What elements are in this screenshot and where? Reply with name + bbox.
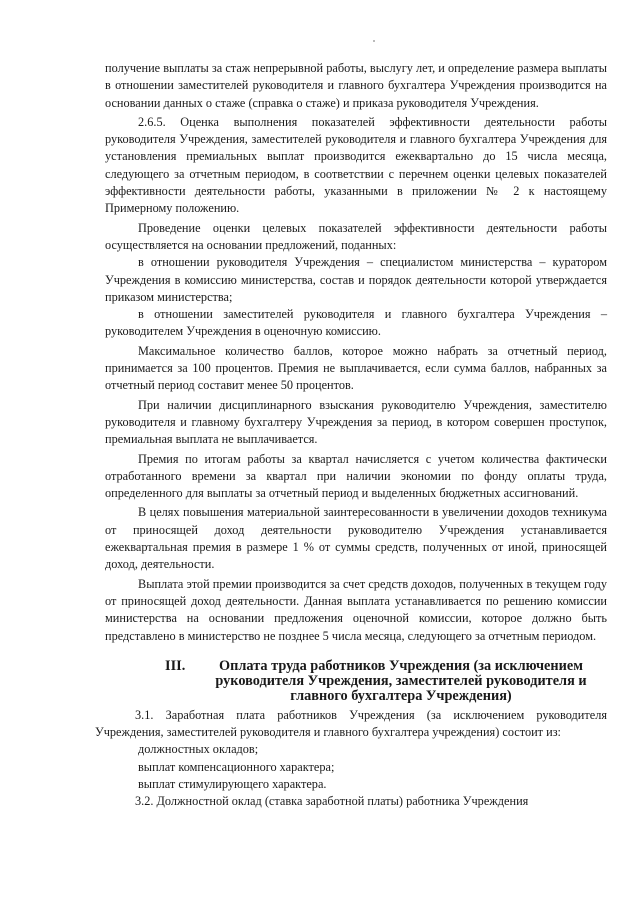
section-number: III. (165, 657, 186, 674)
paragraph: Проведение оценки целевых показателей эффективности деятельности работы осуществляется на основании предложений, поданных: (105, 220, 607, 252)
scan-mark (373, 40, 375, 42)
paragraph: Премия по итогам работы за квартал начисляется с учетом количества фактически отработанного времени за квартал при наличии экономии по фонду оплаты труда, определенного для выплаты за отчетный период и выделенных бюджетных ассигнований. (105, 451, 607, 501)
section-heading (105, 659, 607, 704)
paragraph: При наличии дисциплинарного взыскания руководителю Учреждения, заместителю руководителя и главному бухгалтеру Учреждения за период, в котором совершен проступок, премиальная выплата не выплачивается. (105, 397, 607, 447)
list-item: должностных окладов; (138, 742, 259, 757)
paragraph: 3.1. Заработная плата работников Учреждения (за исключением руководителя Учреждения, заместителей руководителя и главного бухгалтера учреждения) состоит из: (95, 707, 607, 740)
paragraph: получение выплаты за стаж непрерывной работы, выслугу лет, и определение размера выплаты в отношении заместителей руководителя и главного бухгалтера Учреждения производится на основании данных о стаже (справка о стаже) и приказа руководителя Учреждения. (105, 61, 607, 110)
list-item: выплат компенсационного характера; (138, 759, 335, 774)
document-body (95, 60, 607, 811)
paragraph: в отношении руководителя Учреждения – специалистом министерства – куратором Учреждения в комиссию министерства, состав и порядок деятельности которой утверждается приказом министерства; (105, 255, 607, 304)
paragraph: 3.2. Должностной оклад (ставка заработной платы) работника Учреждения (135, 794, 529, 809)
list-item: выплат стимулирующего характера. (138, 776, 327, 791)
paragraph: Максимальное количество баллов, которое можно набрать за отчетный период, принимается за 100 процентов. Премия не выплачивается, если сумма баллов, набранных за отчетный период составит менее 50 процентов. (105, 343, 607, 393)
paragraph: 2.6.5. Оценка выполнения показателей эффективности деятельности работы руководителя Учреждения, заместителей руководителя и главного бухгалтера Учреждения для установления премиальных выплат производится ежеквартально до 15 числа месяца, следующего за отчетным периодом, в соответствии с перечнем оценки целевых показателей эффективности деятельности работы, указанными в приложении № 2 к настоящему Примерному положению. (105, 114, 607, 216)
paragraph: в отношении заместителей руководителя и главного бухгалтера Учреждения – руководителем Учреждения в оценочную комиссию. (105, 307, 607, 339)
paragraph: В целях повышения материальной заинтересованности в увеличении доходов техникума от приносящей доход деятельности руководителю Учреждения устанавливается ежеквартальная премия в размере 1 % от суммы средств, полученных от иной, приносящей доход, деятельности. (105, 505, 607, 572)
section-title: Оплата труда работников Учреждения (за исключением руководителя Учреждения, заместителей руководителя и главного бухгалтера Учреждения) (215, 657, 587, 704)
paragraph: Выплата этой премии производится за счет средств доходов, полученных в текущем году от приносящей доход деятельности. Данная выплата устанавливается по решению комиссии министерства на основании предложения оценочной комиссии, которое должно быть представлено в министерство не позднее 5 числа месяца, следующего за отчетным периодом. (105, 576, 607, 643)
